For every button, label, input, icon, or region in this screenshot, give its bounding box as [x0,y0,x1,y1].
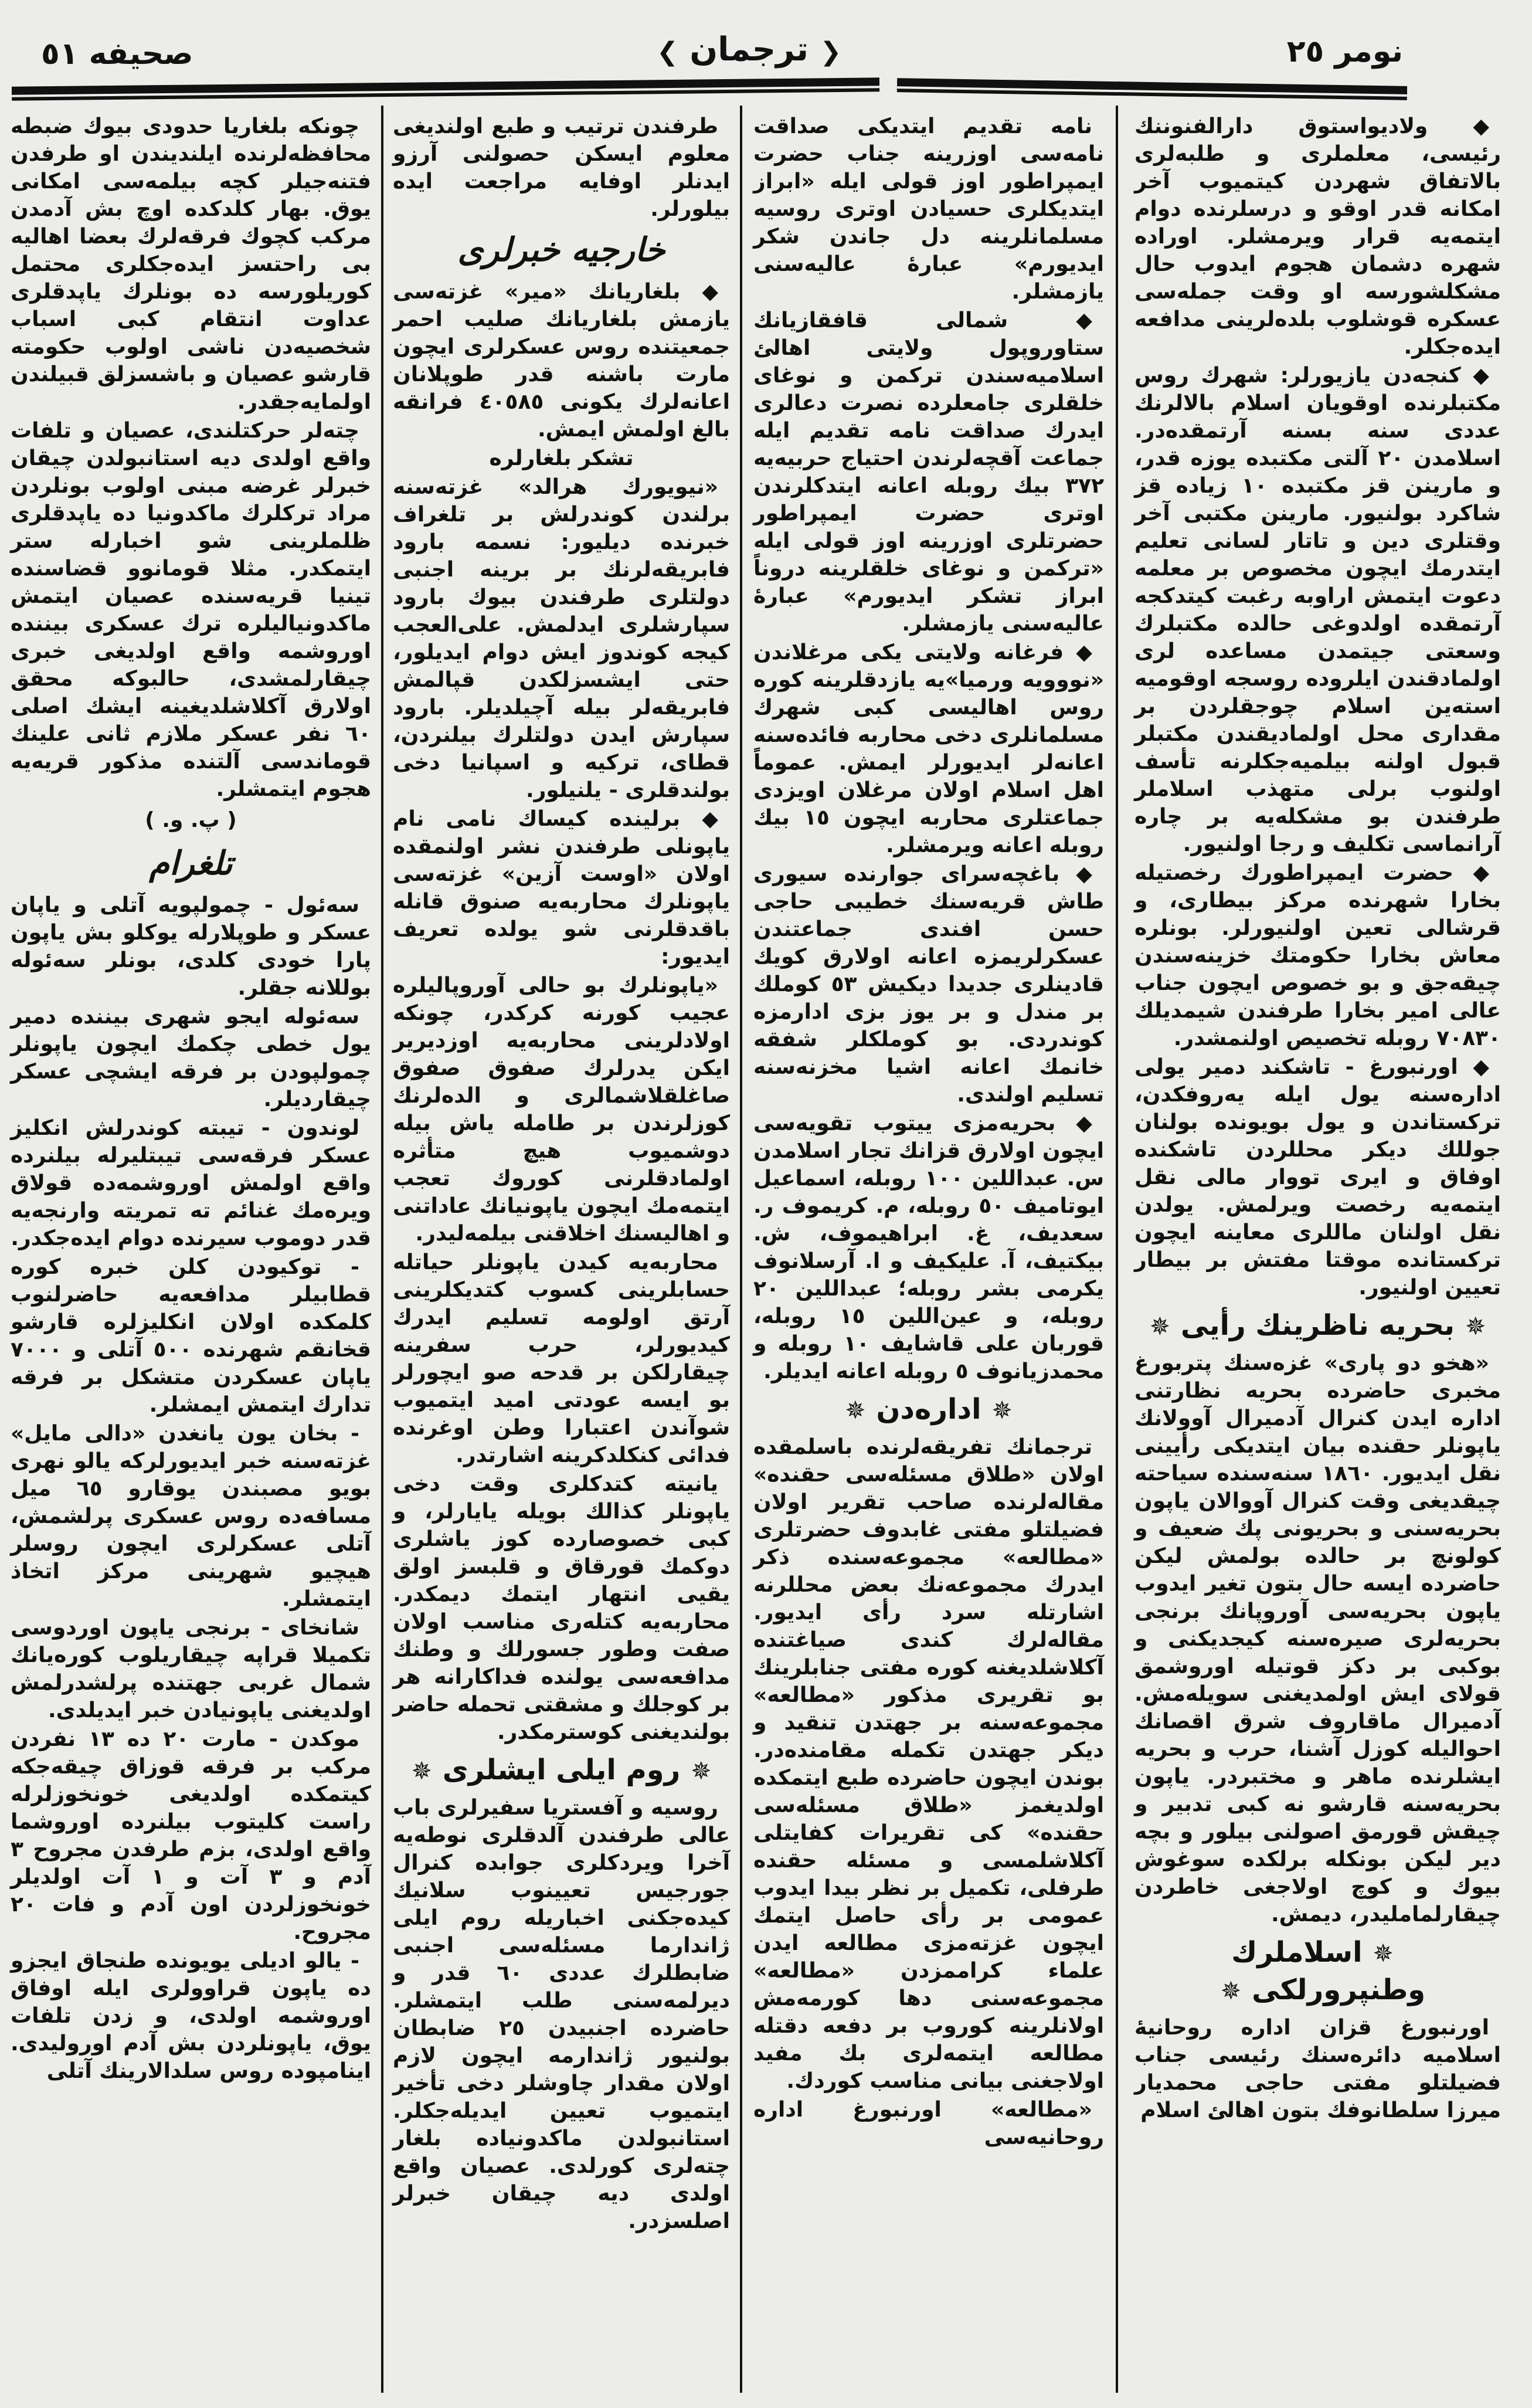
ornament-icon: ❯ [657,37,678,67]
article-paragraph: ◆ كنجه‌دن يازيورلر: شهرك روس مكتبلرنده اوقويان اسلام بالالرنك عددى سنه بسنه آرتمقده‌در. اسلامدن ٢٠ آلتى مكتبده يوزه قدر، و مارينن قز مكتبده ١٠ زياده قز شاكرد بولنيور. مارينن مكتبى آخر وقتلرى دين و تاتار لسانى تعليم ايتدرمك ايچون مخصوص بر معلمه دعوت ايتمش اراوبه رغبت كيتدكجه آرتمقده اولدوغى حالده مكتبلرك وسعتى جيتمدن مساعده لرى اولمادقندن ايلروده روسجه اوقوميه استه‌ين اسلام چوجقلردن بر مقدارى محل اولماديقندن مكتبلر قبول اولنه بيلميه‌جكلرنه تأسف اولنوب برلى متهذب اسلاملر طرفندن بو مشكله‌يه بر چاره آرانماسى تكليف و رجا اولنيور. [1134,364,1501,856]
article-paragraph: ◆ ولاديواستوق دارالفنوننك رئيسى، معلملرى و طلبه‌لرى بالاتفاق شهردن كيتميوب آخر امكانه قدر اوقو و درسلرنده دوام ايتمه‌يه قرار ويرمشلر. اوراده شهره دشمان هجوم ايدوب حال مشكلشورسه او وقت جمله‌سى عسكره قوشلوب بلده‌لرينى مدافعه ايده‌جكلر. [1134,114,1501,359]
article-paragraph: روسيه و آفستريا سفيرلرى باب عالى طرفندن آلدقلرى نوطه‌يه آخرا ويردكلرى جوابده كنرال جورجيس تعيينوب سلانيك كيده‌جكنى اخباريله روم ايلى ژاندارما مسئله‌سى اجنبى ضابطلرك عددى ٦٠ قدر و ديرلمه‌سنى طلب ايتمشلر. حاضرده اجنبيدن ٢٥ ضابطان بولنيور ژاندارمه ايچون لازم اولان مقدار چاوشلر دخى تأخير ايتميوب تعيين ايديله‌جكلر. استانبولدن ماكدونياده بلغار چته‌لرى كورلدى. عصيان واقع اولدى ديه چيقان خبرلر اصلسزدر. [393,1796,730,2233]
article-paragraph: ◆ حضرت ايمپراطورك رخصتيله بخارا شهرنده مركز بيطارى، و قرشالى تعين اولنيورلر. بونلره معاش بخارا حكومتك خزينه‌سندن چيقه‌جق و بو خصوص ايچون جناب عالى امير بخارا طرفندن شيمديلك ٧٠٨٣٠ روبله تخصيص اولنمشدر. [1134,861,1501,1050]
column-divider [381,106,383,2393]
section-heading: ✵ بحريه ناظرينك رأيى ✵ [1134,1307,1501,1345]
column-divider [1116,106,1118,2393]
article-paragraph: ترجمانك تفريقه‌لرنده باسلمقده اولان «طلاق مسئله‌سى حقنده» مقاله‌لرنده صاحب تقرير اولان فضيلتلو مفتى غابدوف حضرتلرى «مطالعه» مجموعه‌سنده ذكر ايدرك مجموعه‌نك بعض محللرنه اشارتله سرد رأى ايديور. مقاله‌لرك كندى صياغتنده آكلاشلديغنه كوره مفتى جنابلرينك بو تقريرى مذكور «مطالعه» مجموعه‌سنه بر جهتدن تنقيد و ديكر جهتدن تكمله مقامنده‌در. بوندن ايچون حاضرده طبع ايتمكده اولديغمز «طلاق مسئله‌سى حقنده» كى تقريرات كفايتلى آكلاشلمسى و مسئله حقنده طرفلى، تكميل بر نظر بيدا ايدوب عمومى بر رأى حاصل ايتمك ايچون غزته‌مزى مطالعه ايدن علماء كراممزدن «مطالعه» مجموعه‌سنى دها كورمه‌مش اولانلرينه كوروب بر دفعه دقتله مطالعه ايتمه‌لرى بك مفيد اولاجغنى بيانى مناسب كوردك. [753,1435,1104,2093]
column-1 [1134,113,1501,2125]
article-paragraph: - يالو اديلى يويونده طنجاق ايجزو ده ياپون قراوولرى ايله اوفاق اوروشمه اولدى، و زدن تلفات يوق، ياپونلردن بش آدم اوروليدى. اينامپوده روس سلدالارينك آتلى [11,1949,371,2083]
ornament-icon: ❮ [820,37,842,67]
article-paragraph: موكدن - مارت ٢٠ ده ١٣ نفردن مركب بر فرقه قوزاق چيقه‌جكه كيتمكده اولديغى خونخوزلرله راست كليتوب بيلنرده اوروشما واقع اولدى، بزم طرفدن مجروح ٣ آدم و ٣ آت و ١ آت اولديلر خونخوزلردن اون آدم و فات ٢٠ مجروح. [11,1727,371,1944]
article-paragraph: نامه تقديم ايتديكى صداقت نامه‌سى اوزرينه جناب حضرت ايمپراطور اوز قولى ايله «ابراز ايتديكلرى حسيادن اوترى روسيه مسلمانلرينه دل جاندن شكر ايديورم» عبارهٔ عاليه‌سنى يازمشلر. [753,114,1104,304]
article-paragraph: «ياپونلرك بو حالى آوروپاليلره عجيب كورنه كركدر، چونكه اولادلرينى محاربه‌يه اوزديرير ايكن يدرلرك صفوق صفوق صاغلقلاشمالرى و الده‌لرنك كوزلرندن بر طامله ياش بيله دوشميوب هيچ متأثره اولمادقلرنى كوروك تعجب ايتمه‌مك ايچون ياپونيانك عاداتنى و اهاليسنك اخلاقنى بيلمه‌ليدر. [393,974,730,1246]
article-paragraph: ◆ اورنبورغ - تاشكند دمير يولى اداره‌سنه يول ايله يه‌روفكدن، تركستاندن و يول بويونده بولنان جوللك ديكر محللردن تاشكنده اوفاق و ايرى تووار مالى نقل ايتمه‌يه رخصت ويرلمش. يولدن نقل اولنان ماللرى معاينه ايچون تركستانده موقتا مفتش بر بيطار تعيين اولنيور. [1134,1055,1501,1300]
section-heading: ✵ اداره‌دن ✵ [753,1391,1104,1429]
article-paragraph: يانيته كتدكلرى وقت دخى ياپونلر كذالك بويله يايارلر، و كبى خصوصارده كوز ياشلرى دوكمك قورقاق و قلبسز اولق يقيى انتهار ايتمك ديمكدر. محاربه‌يه كتله‌رى مناسب اولان صفت وطور جسورلك و وطنك مدافعه‌سى يولنده فداكارانه هر بر كوجلك و مشقتى تحمله حاضر بولنديغنى كوسترمكدر. [393,1472,730,1744]
article-paragraph: - توكيودن كلن خبره كوره قطابيلر مدافعه‌يه حاضرلنوب كلمكده اولان انكليزلره قارشو قخانقم شهرنده ٥٠٠ آتلى و ٧٠٠٠ ياپان عسكردن متشكل بر فرقه تدارك ايتمش ايمشلر. [11,1255,372,1417]
article-paragraph: اورنبورغ قزان اداره روحانيهٔ اسلاميه دائره‌سنك رئيسى جناب فضيلتلو مفتى حاجى محمديار ميرزا سلطانوفك بتون اهالئ اسلام [1134,2016,1501,2122]
article-paragraph: ◆ شمالى قافقازيانك ستاوروپول ولايتى اهالئ اسلاميه‌سندن تركمن و نوغاى خلقلرى جامعلرده نصرت دعالرى ايدرك صداقت نامه تقديم ايله جماعت آقچه‌لرندن احتياج حربيه‌يه ٣٧٢ بيك روبله اعانه ايتدكلرندن اوترى حضرت ايمپراطور حضرتلرى اوزرينه اوز قولى ايله «تركمن و نوغاى خلقلرينه دروناً ابراز تشكر ايديورم» عبارهٔ عاليه‌سنى يازمشلر. [753,308,1104,636]
signature: ( پ. و. ) [145,808,237,832]
article-paragraph: - بخان يون يانغدن «دالى مايل» غزته‌سنه خبر ايديورلركه يالو نهرى بويو مصبندن يوقارو ٦٥ ميل مسافه‌ده روس عسكرى پرلشمش، آتلى عسكرلرى ايچون روسلر هيچيو شهرينى مركز اتخاذ ايتمشلر. [11,1422,372,1611]
header-rule [897,78,1407,97]
column-divider [740,106,742,2393]
article-paragraph: «نيويورك هرالد» غزته‌سنه برلندن كوندرلش بر تلغراف خبرنده ديليور: نسمه بارود فابريقه‌لرنك بر برينه اجنبى دولتلرى طرفندن بيوك بارود سپارشلرى ايدلمش. على‌العجب كيجه كوندوز ايش دوام ايديلور، حتى ايشسزلكدن قپالمش فابريقه‌لر بيله آچيلديلر. بارود سپارش ايدن دولتلرك بيلنردن، قطاى، تركيه و اسپانيا دخى بولندقلرى - يلنيلور. [393,475,730,802]
masthead-title [657,32,841,70]
article-paragraph: ◆ بحريه‌مزى ييتوب تقويه‌سى ايچون اولارق قزانك تجار اسلامدن س. عبداللين ١٠٠ روبله، اسماعيل ايوتاميف ٥٠ روبله، م. كريموف ر. سعديف، غ. ابراهيموف، ش. بيكتيف، آ. عليكيف و ا. آرسلانوف يكرمى بشر روبله؛ عبداللين ٢٠ روبله، و عين‌اللين ١٥ روبله، قوربان على قاشايف ١٠ روبله و محمدزيانوف ٥ روبله اعانه ايديلر. [753,1111,1105,1383]
article-paragraph: چونكه بلغاريا حدودى بيوك ضبطه محافظه‌لرنده ايلنديندن او طرفدن فتنه‌جيلر كچه بيلمه‌سى امكانى يوق. بهار كلدكده اوچ بش آدمدن مركب كچوك فرقه‌لرك بعضا اهاليه بى راحتسز ايده‌جكلرى محتمل كوريلورسه ده بونلرك ياپدقلرى عداوت انتقام كبى اسباب شخصيه‌دن ناشى اولوب حكومته قارشو عصيان و باشسزلق قبيلندن اولمايه‌جقدر. [11,114,371,414]
newspaper-title: ترجمان [689,30,809,69]
subheading: تشكر بلغارلره [489,446,634,470]
article-paragraph: ◆ فرغانه ولايتى يكى مرغلاندن «نووويه ورميا»يه يازدقلرينه كوره روس اهاليسى كبى شهرك مسلمانلرى دخى محاربه فائده‌سنه اعانه‌لر ايديورلر ايمش. عموماً اهل اسلام اولان مرغلان اويزدى جماعتلرى محاربه ايچون ١٥ بيك روبله اعانه ويرمشلر. [753,640,1104,857]
issue-number: نومر ٢٥ [1286,34,1403,69]
page-number: صحيفه ٥١ [41,36,193,72]
article-paragraph: محاربه‌يه كيدن ياپونلر حياتله حسابلرينى كسوب كتديكلرينى آرتق اولومه تسليم ايدرك كيديورلر، حرب سفرينه چيقارلكن بر قدحه صو ايچورلر بو ايسه عودتى اميد ايتميوب شوآندن اعتبارا وطن اوغرنده فدائى كنكلدكرينه اشارتدر. [393,1250,730,1467]
article-paragraph: لوندون - تيبته كوندرلش انكليز عسكر فرقه‌سى تيبتليرله بيلنرده واقع اولمش اوروشمه‌ده قولاق ويره‌مك غنائم ته تمريته وارنجه‌يه قدر دوموب سيرنده دوام ايده‌جكدر. [11,1116,371,1250]
section-heading: خارجيه خبرلرى [457,231,665,269]
column-3 [393,113,730,2236]
section-heading: ✵ اسلاملرك وطنپرورلكى ✵ [1134,1934,1501,2009]
article-paragraph: سه‌ئوله ايجو شهرى بيننده دمير يول خطى چكمك ايچون ياپونلر چمولپودن بر فرقه ايشچى عسكر چيقارديلر. [11,1005,371,1111]
article-paragraph: شانخاى - برنجى ياپون اوردوسى تكميلا قراپه چيقاريلوب كوره‌يانك شمال غربى جهتنده پرلشدرلمش اولديغنى ياپونيادن خبر ايديلدى. [11,1616,371,1722]
article-paragraph: «مطالعه» اورنبورغ اداره روحانيه‌سى [753,2098,1104,2149]
column-4 [11,113,371,2086]
section-heading: ✵ روم ايلى ايشلرى ✵ [393,1752,730,1789]
article-paragraph: طرفندن ترتيب و طبع اولنديغى معلوم ايسكن حصولنى آرزو ايدنلر اوفايه مراجعت ايده بيلورلر. [393,114,730,221]
header-rule [12,77,879,97]
article-paragraph: چته‌لر حركتلندى، عصيان و تلفات واقع اولدى ديه استانبولدن چيقان خبرلر غرضه مبنى اولوب بونلردن مراد تركلرك ماكدونيا ده ياپدقلرى ظلملرينى شو اخبارله ستر ايتمكدر. مثلا قومانوو قضاسنده تينيا قريه‌سنده عصيان ايتمش ماكدونياليلره ترك عسكرى بيننده اوروشمه واقع اولديغى خبرى چيقارلمشدى، حالبوكه محقق اولارق آكلاشلديغينه ايشك اصلى ٦٠ نفر عسكر ملازم ثانى علينك قوماندسى آلتنده مذكور قريه‌يه هجوم ايتمشلر. [11,419,371,801]
section-heading: تلغرام [149,845,233,883]
article-paragraph: ◆ برلينده كيساك نامى نام ياپونلى طرفندن نشر اولنمقده اولان «اوست آزين» غزته‌سى ياپونلرك محاربه‌يه صنوق قانله باقدقلرنى شو يولده تعريف ايديور: [393,807,730,969]
article-paragraph: «هخو دو پارى» غزه‌سنك پتربورغ مخبرى حاضرده بحريه نظارتنى اداره ايدن كنرال آدميرال آوولانك ياپونلر حقنده بيان ايتديكى رأيينى نقل ايديور. ١٨٦٠ سنه‌سنده سياحته چيقديغى وقت كنرال آووالان ياپون بحريه‌سنى و بحريونى پك ضعيف و كولونچ بر حالده بولمش ليكن حاضرده ايسه حال بتون تغير ايدوب ياپون بحريه‌سى آوروپانك برنجى بحريه‌لرى صيره‌سنه كيجديكنى و بوكبى بر دكز قوتيله اوروشمق قولاى ايش اولمديغنى سويله‌مش. آدميرال ماقاروف شرق اقصانك احواليله كوزل آشنا، حرب و بحريه ايشلرنده ماهر و مختبردر. ياپون بحريه‌سنه قارشو نه كبى تدبير و چيقش قورمق اصولنى بيلور و بچه دير ليكن بونكله برلكده سوغوش بيوك و كوچ اولاجغى خاطردن چيقارلمامليدر، ديمش. [1134,1351,1501,1927]
article-paragraph: سه‌ئول - چمولپويه آتلى و ياپان عسكر و طوپلارله يوكلو بش ياپون پارا خودى كلدى، بونلر سه‌ئوله بوللانه جقلر. [11,893,371,1000]
column-2 [753,113,1104,2152]
article-paragraph: ◆ بلغاريانك «مير» غزته‌سى يازمش بلغاريانك صليب احمر جمعيتنده روس عسكرلرى ايچون مارت باشنه قدر طوپلانان اعانه‌لرك يكونى ٤٠٥٨٥ فرانقه بالغ اولمش ايمش. [393,280,730,442]
article-paragraph: ◆ باغچه‌سراى جوارنده سيورى طاش قريه‌سنك خطيبى حاجى حسن افندى جماعتندن عسكرلريمزه اعانه اولارق كويك قادينلرى جديدا ديكيش ٥٣ كوملك بر مندل و بر يوز بزى ادارمزه كوندردى. بو كوملكلر شفقه خانمك اعانه اشيا مخزنه‌سنه تسليم اولندى. [753,862,1104,1107]
